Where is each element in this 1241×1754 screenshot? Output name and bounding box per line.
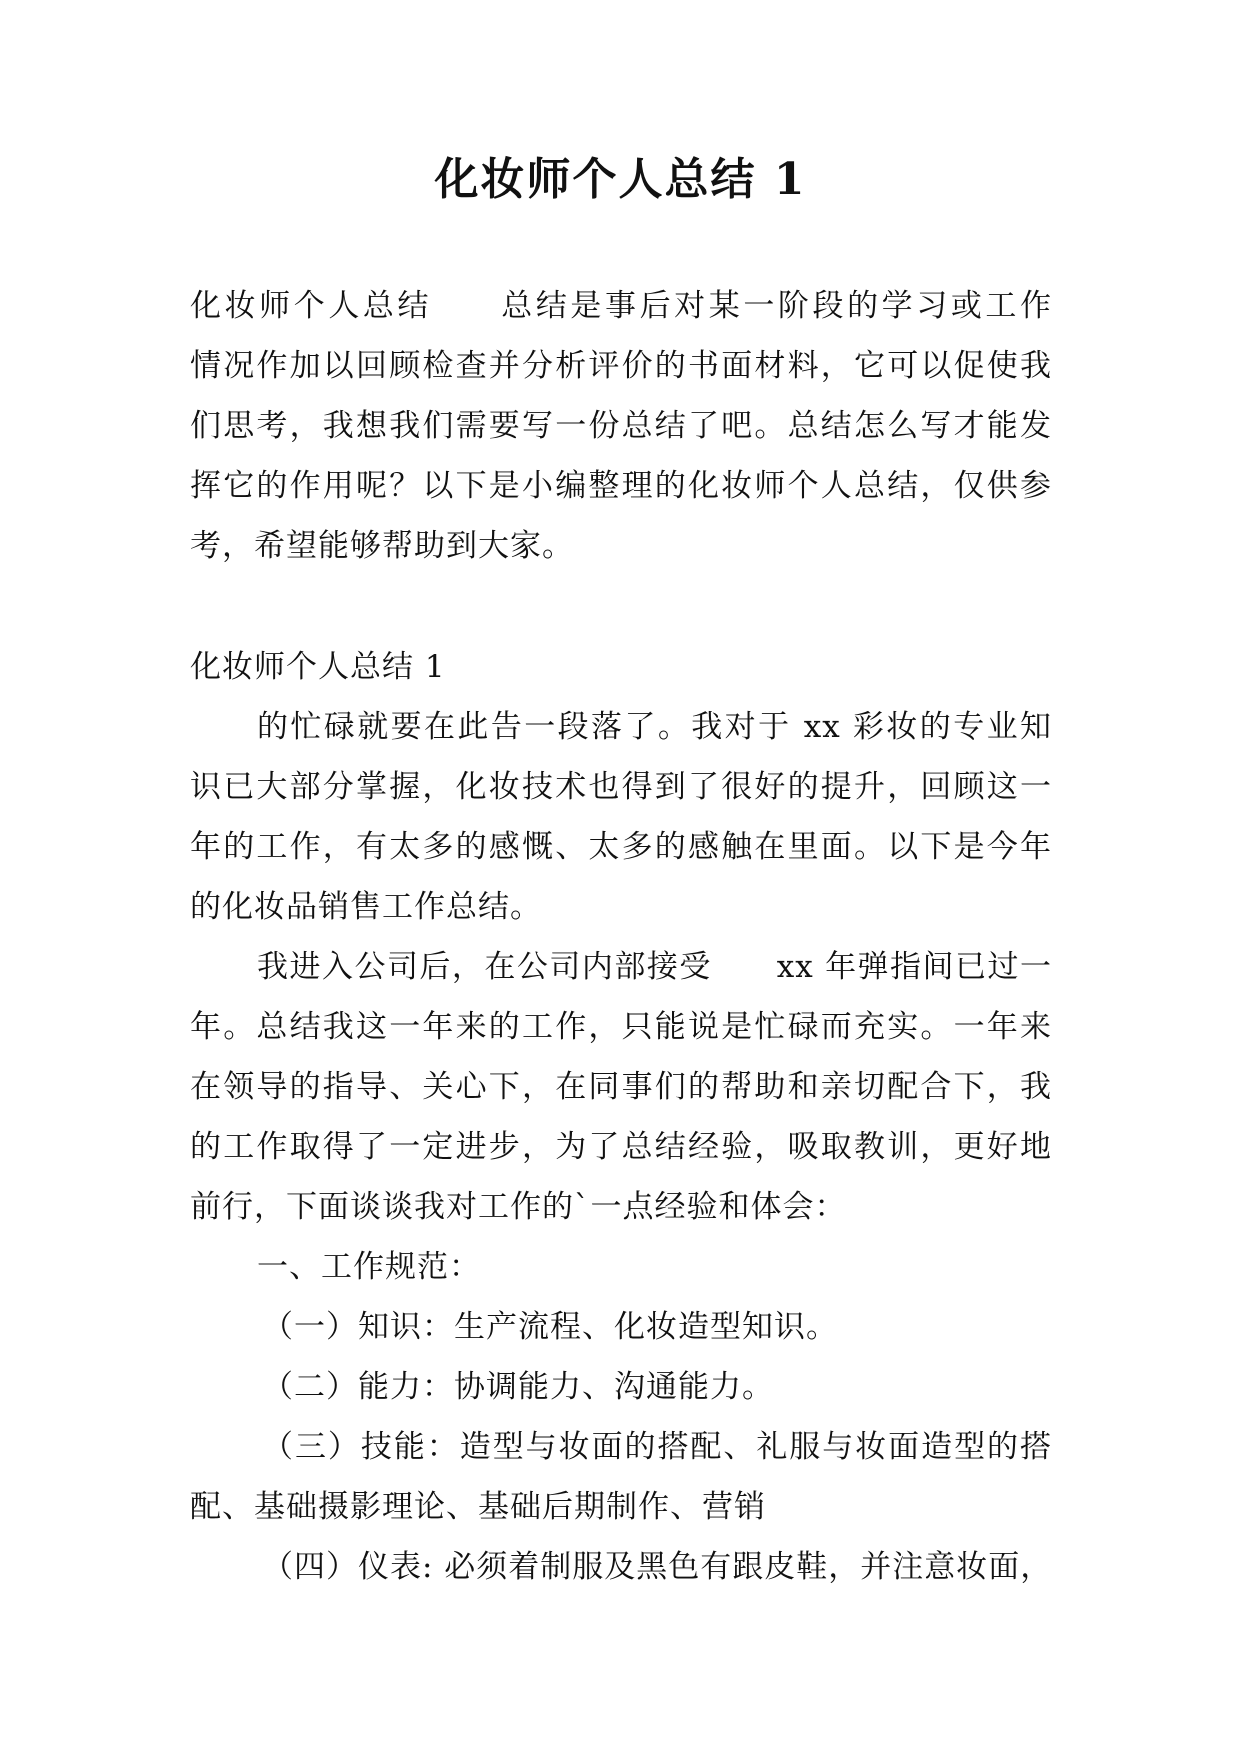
- body-line: 在领导的指导、关心下，在同事们的帮助和亲切配合下，我: [190, 1069, 1052, 1105]
- list-item: （三）技能：造型与妆面的搭配、礼服与妆面造型的搭: [262, 1429, 1052, 1465]
- intro-line: 们思考，我想我们需要写一份总结了吧。总结怎么写才能发: [190, 408, 1052, 444]
- body-line: 识已大部分掌握，化妆技术也得到了很好的提升，回顾这一: [190, 769, 1052, 805]
- body-line: 我进入公司后，在公司内部接受 xx 年弹指间已过一: [257, 949, 1052, 985]
- document-title: 化妆师个人总结 1: [434, 154, 807, 205]
- intro-line: 挥它的作用呢？以下是小编整理的化妆师个人总结，仅供参: [190, 468, 1052, 504]
- body-line: 的化妆品销售工作总结。: [190, 889, 542, 925]
- intro-line: 考，希望能够帮助到大家。: [190, 528, 574, 564]
- body-line: 的工作取得了一定进步，为了总结经验，吸取教训，更好地: [190, 1129, 1052, 1165]
- list-item-continuation: 配、基础摄影理论、基础后期制作、营销: [190, 1489, 766, 1525]
- body-line: 年。总结我这一年来的工作，只能说是忙碌而充实。一年来: [190, 1009, 1052, 1045]
- list-item: （四）仪表: 必须着制服及黑色有跟皮鞋，并注意妆面，: [262, 1549, 1052, 1585]
- list-item: （二）能力：协调能力、沟通能力。: [262, 1369, 774, 1405]
- body-line: 前行，下面谈谈我对工作的`一点经验和体会：: [190, 1189, 847, 1225]
- intro-line: 化妆师个人总结 总结是事后对某一阶段的学习或工作: [190, 288, 1052, 324]
- list-heading: 一、工作规范：: [257, 1249, 481, 1285]
- section-heading: 化妆师个人总结 1: [190, 649, 446, 685]
- list-item: （一）知识：生产流程、化妆造型知识。: [262, 1309, 838, 1345]
- intro-line: 情况作加以回顾检查并分析评价的书面材料，它可以促使我: [190, 348, 1052, 384]
- body-line: 年的工作，有太多的感慨、太多的感触在里面。以下是今年: [190, 829, 1052, 865]
- body-line: 的忙碌就要在此告一段落了。我对于 xx 彩妆的专业知: [257, 709, 1052, 745]
